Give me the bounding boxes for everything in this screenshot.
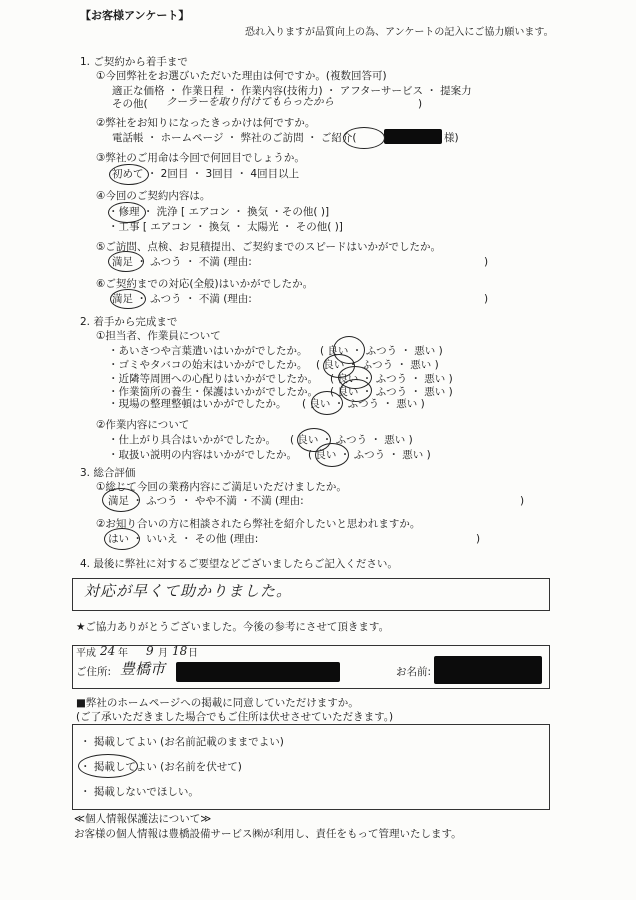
s1-q4-text: ④今回のご契約内容は。 (96, 190, 211, 202)
selected-circle (315, 443, 349, 467)
s1-q3-options: 初めて ・ 2回目 ・ 3回目 ・ 4回目以上 (112, 168, 300, 180)
s2-q1-answer-4: ( 良い ・ ふつう ・ 悪い ) (302, 398, 425, 410)
consent-title: ■弊社のホームページへの掲載に同意していただけますか。 (76, 697, 359, 709)
s2-q2-answer-1: ( 良い ・ ふつう ・ 悪い ) (308, 449, 431, 461)
consent-sub: (ご了承いただきました場合でもご住所は伏せさせていただきます。) (76, 711, 394, 723)
s3-q1-text: ①総じて今回の業務内容にご満足いただけましたか。 (96, 481, 347, 493)
s1-q5-close: ) (484, 256, 489, 268)
date-year: 24 (100, 644, 116, 658)
s1-q1-handwritten: クーラーを取り付けてもらったから (166, 96, 334, 108)
redacted-address (176, 662, 340, 682)
s1-q2-options: 電話帳 ・ ホームページ ・ 弊社のご訪問 ・ ご紹介( (112, 132, 357, 144)
s1-q3-text: ③弊社のご用命は今回で何回目でしょうか。 (96, 152, 305, 164)
selected-circle (108, 202, 146, 223)
selected-circle (109, 164, 149, 185)
redacted-referrer (384, 129, 442, 144)
date-day: 18 (172, 644, 188, 658)
s2-q1-item-2: ・近隣等周囲への心配りはいかがでしたか。 (108, 373, 318, 385)
s2-q1-answer-2: ( 良い ・ ふつう ・ 悪い ) (330, 373, 453, 385)
date-era: 平成 (76, 648, 96, 659)
selected-circle (340, 379, 372, 402)
s2-q2-item-1: ・取扱い説明の内容はいかがでしたか。 (108, 449, 297, 461)
s2-q1-item-3: ・作業箇所の養生・保護はいかがでしたか。 (108, 386, 318, 398)
s2-q2-text: ②作業内容について (96, 419, 190, 431)
s1-q6-text: ⑥ご契約までの対応(全般)はいかがでしたか。 (96, 278, 314, 290)
s2-q1-answer-0: ( 良い ・ ふつう ・ 悪い ) (320, 345, 443, 357)
date-month-label: 月 (158, 648, 168, 659)
selected-circle (102, 488, 140, 512)
s3-q2-close: ) (476, 533, 481, 545)
section-4-heading: 4. 最後に弊社に対するご要望などございましたらご記入ください。 (80, 558, 398, 570)
s2-q1-text: ①担当者、作業員について (96, 330, 221, 342)
selected-circle (343, 127, 385, 149)
s2-q1-item-4: ・現場の整理整頓はいかがでしたか。 (108, 398, 287, 410)
comment-handwritten: 対応が早くて助かりました。 (84, 582, 293, 600)
section-2-heading: 2. 着手から完成まで (80, 316, 178, 328)
consent-option-1: ・ 掲載してよい (お名前を伏せて) (80, 761, 242, 773)
date-year-label: 年 (118, 648, 128, 659)
s1-q1-other: その他( (112, 98, 148, 110)
selected-circle (110, 289, 146, 309)
name-label: お名前: (396, 666, 432, 678)
section-3-heading: 3. 総合評価 (80, 467, 136, 479)
s2-q2-answer-0: ( 良い ・ ふつう ・ 悪い ) (290, 434, 413, 446)
selected-circle (108, 251, 144, 272)
selected-circle (78, 754, 138, 778)
s2-q1-answer-3: ( 良い ・ ふつう ・ 悪い ) (330, 386, 453, 398)
s1-q6-close: ) (484, 293, 489, 305)
consent-option-0: ・ 掲載してよい (お名前記載のままでよい) (80, 736, 284, 748)
s3-q1-options: 満足 ・ ふつう ・ やや不満 ・不満 (理由: (108, 495, 304, 507)
s2-q1-item-1: ・ゴミやタバコの始末はいかがでしたか。 (108, 359, 308, 371)
date-month: 9 (146, 644, 154, 658)
privacy-title: ≪個人情報保護法について≫ (74, 813, 212, 825)
s1-q1-options: 適正な価格 ・ 作業日程 ・ 作業内容(技術力) ・ アフターサービス ・ 提案力 (112, 85, 472, 97)
s3-q2-options: はい ・ いいえ ・ その他 (理由: (108, 533, 259, 545)
s1-q1-text: ①今回弊社をお選びいただいた理由は何ですか。(複数回答可) (96, 70, 387, 82)
survey-title: 【お客様アンケート】 (80, 9, 190, 22)
redacted-name (434, 656, 542, 684)
s1-q2-text: ②弊社をお知りになったきっかけは何ですか。 (96, 117, 316, 129)
s1-q6-options: 満足 ・ ふつう ・ 不満 (理由: (112, 293, 252, 305)
selected-circle (311, 391, 343, 415)
date-day-label: 日 (188, 648, 198, 659)
section-1-heading: 1. ご契約から着手まで (80, 56, 188, 68)
selected-circle (104, 528, 140, 550)
s2-q2-item-0: ・仕上がり具合はいかがでしたか。 (108, 434, 276, 446)
header-note: 恐れ入りますが品質向上の為、アンケートの記入にご協力願います。 (245, 27, 554, 38)
s1-q1-other-close: ) (418, 98, 423, 110)
s1-q5-text: ⑤ご訪問、点検、お見積提出、ご契約までのスピードはいかがでしたか。 (96, 241, 441, 253)
privacy-text: お客様の個人情報は豊橋設備サービス㈱が利用し、責任をもって管理いたします。 (74, 828, 462, 840)
s3-q1-close: ) (520, 495, 525, 507)
s1-q4-line1: ・修理 ・ 洗浄 [ エアコン ・ 換気 ・その他( )] (108, 206, 330, 218)
s1-q2-suffix: 様) (444, 132, 459, 144)
address-label: ご住所: (76, 666, 112, 678)
consent-option-2: ・ 掲載しないでほしい。 (80, 786, 199, 798)
address-handwritten: 豊橋市 (120, 660, 166, 678)
s1-q4-line2: ・工事 [ エアコン ・ 換気 ・ 太陽光 ・ その他( )] (108, 221, 343, 233)
s2-q1-answer-1: ( 良い ・ ふつう ・ 悪い ) (316, 359, 439, 371)
thanks-text: ★ご協力ありがとうございました。今後の参考にさせて頂きます。 (76, 621, 390, 633)
s1-q5-options: 満足 ・ ふつう ・ 不満 (理由: (112, 256, 252, 268)
s2-q1-item-0: ・あいさつや言葉遣いはいかがでしたか。 (108, 345, 308, 357)
s3-q2-text: ②お知り合いの方に相談されたら弊社を紹介したいと思われますか。 (96, 518, 421, 530)
